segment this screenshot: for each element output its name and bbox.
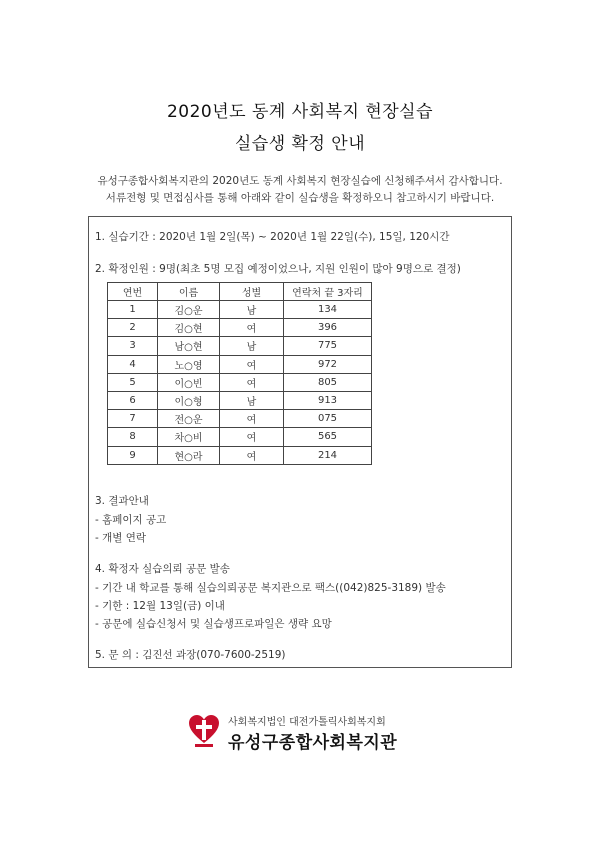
- table-header-row: [108, 283, 372, 301]
- document-title: 2020년도 동계 사회복지 현장실습: [166, 102, 434, 122]
- section-3-item: - 홈페이지 공고: [95, 514, 167, 526]
- intro-line-2: 서류전형 및 면접심사를 통해 아래와 같이 실습생을 확정하오니 참고하시기 바랍니다.: [105, 192, 495, 204]
- section-4-item: - 기한 : 12월 13일(금) 이내: [95, 600, 225, 612]
- cell-gender: 남: [220, 301, 284, 319]
- cell-gender: 남: [220, 391, 284, 409]
- column-header-gender: 성별: [220, 283, 284, 301]
- table-row: [108, 391, 372, 409]
- cell-contact: 775: [284, 337, 372, 355]
- table-row: [108, 319, 372, 337]
- section-3-item: - 개별 연락: [95, 532, 147, 544]
- table-row: [108, 446, 372, 464]
- section-4-item: - 기간 내 학교를 통해 실습의뢰공문 복지관으로 팩스((042)825-3189) 발송: [95, 582, 446, 594]
- section-5-contact: 5. 문 의 : 김진선 과장(070-7600-2519): [95, 649, 286, 661]
- document-subtitle: 실습생 확정 안내: [234, 134, 366, 154]
- intro-line-1: 유성구종합사회복지관의 2020년도 동계 사회복지 현장실습에 신청해주셔서 감사합니다.: [97, 175, 503, 187]
- cell-contact: 805: [284, 373, 372, 391]
- cell-name: 이○형: [158, 391, 220, 409]
- cell-number: 2: [108, 319, 158, 337]
- section-4-item: - 공문에 실습신청서 및 실습생프로파일은 생략 요망: [95, 618, 332, 630]
- cell-name: 현○라: [158, 446, 220, 464]
- cell-name: 전○운: [158, 410, 220, 428]
- cell-name: 이○빈: [158, 373, 220, 391]
- cell-contact: 134: [284, 301, 372, 319]
- cell-name: 김○현: [158, 319, 220, 337]
- table-row: [108, 355, 372, 373]
- cell-contact: 565: [284, 428, 372, 446]
- cell-contact: 913: [284, 391, 372, 409]
- cell-number: 5: [108, 373, 158, 391]
- org-parent-name: 사회복지법인 대전가톨릭사회복지회: [228, 717, 386, 728]
- cell-gender: 여: [220, 410, 284, 428]
- section-2-headcount: 2. 확정인원 : 9명(최초 5명 모집 예정이었으나, 지원 인원이 많아 9명으로 결정): [95, 263, 461, 275]
- cell-number: 3: [108, 337, 158, 355]
- cell-contact: 214: [284, 446, 372, 464]
- section-3-heading: 3. 결과안내: [95, 495, 149, 507]
- cell-contact: 396: [284, 319, 372, 337]
- cell-name: 노○영: [158, 355, 220, 373]
- cell-contact: 972: [284, 355, 372, 373]
- cell-gender: 여: [220, 446, 284, 464]
- cell-number: 4: [108, 355, 158, 373]
- cell-name: 남○현: [158, 337, 220, 355]
- section-4-heading: 4. 확정자 실습의뢰 공문 발송: [95, 563, 230, 575]
- cell-number: 9: [108, 446, 158, 464]
- cell-gender: 남: [220, 337, 284, 355]
- column-header-contact: 연락처 끝 3자리: [284, 283, 372, 301]
- column-header-number: 연번: [108, 283, 158, 301]
- table-row: [108, 373, 372, 391]
- cell-number: 7: [108, 410, 158, 428]
- cell-gender: 여: [220, 319, 284, 337]
- cell-number: 1: [108, 301, 158, 319]
- table-row: [108, 337, 372, 355]
- section-1-period: 1. 실습기간 : 2020년 1월 2일(목) ~ 2020년 1월 22일(수), 15일, 120시간: [95, 231, 450, 243]
- org-name: 유성구종합사회복지관: [228, 733, 398, 753]
- cell-number: 6: [108, 391, 158, 409]
- cross-heart-logo-icon: [186, 713, 222, 749]
- cell-name: 김○운: [158, 301, 220, 319]
- cell-gender: 여: [220, 355, 284, 373]
- cell-gender: 여: [220, 373, 284, 391]
- column-header-name: 이름: [158, 283, 220, 301]
- trainee-table: [107, 282, 372, 465]
- table-row: [108, 428, 372, 446]
- cell-contact: 075: [284, 410, 372, 428]
- cell-gender: 여: [220, 428, 284, 446]
- table-row: [108, 301, 372, 319]
- table-row: [108, 410, 372, 428]
- cell-name: 차○비: [158, 428, 220, 446]
- cell-number: 8: [108, 428, 158, 446]
